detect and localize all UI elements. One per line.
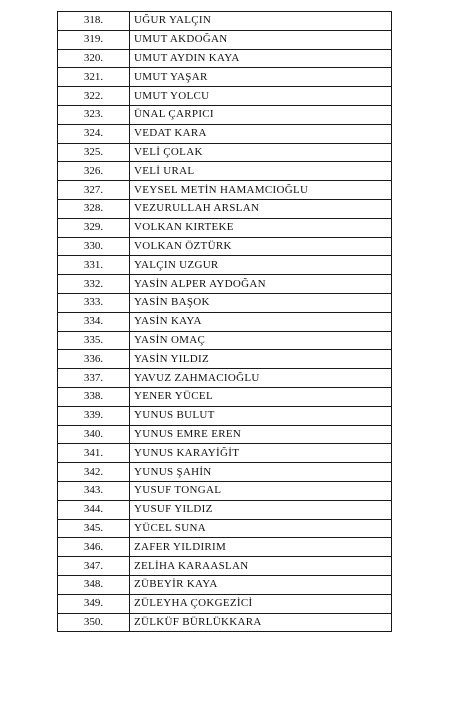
table-row [58,425,392,444]
row-number: 330. [58,237,130,256]
person-name: YUSUF TONGAL [130,481,392,500]
row-number: 349. [58,594,130,613]
person-name: ZÜBEYİR KAYA [130,575,392,594]
table-row [58,557,392,576]
row-number: 322. [58,87,130,106]
row-number: 350. [58,613,130,632]
row-number: 342. [58,463,130,482]
person-name: YUNUS BULUT [130,406,392,425]
row-number: 324. [58,124,130,143]
person-name: YALÇIN UZGUR [130,256,392,275]
person-name: ZÜLKÜF BÜRLÜKKARA [130,613,392,632]
row-number: 341. [58,444,130,463]
row-number: 345. [58,519,130,538]
table-row [58,369,392,388]
person-name: UMUT AYDIN KAYA [130,49,392,68]
person-name: YUSUF YILDIZ [130,500,392,519]
row-number: 323. [58,105,130,124]
row-number: 321. [58,68,130,87]
row-number: 347. [58,557,130,576]
row-number: 327. [58,181,130,200]
row-number: 339. [58,406,130,425]
table-row [58,312,392,331]
table-row [58,256,392,275]
table-row [58,538,392,557]
person-name: VOLKAN ÖZTÜRK [130,237,392,256]
name-list-body [58,12,392,632]
table-row [58,331,392,350]
person-name: VEZURULLAH ARSLAN [130,199,392,218]
person-name: ZAFER YILDIRIM [130,538,392,557]
person-name: ZÜLEYHA ÇOKGEZİCİ [130,594,392,613]
person-name: YASİN OMAÇ [130,331,392,350]
person-name: VELİ ÇOLAK [130,143,392,162]
table-row [58,105,392,124]
table-row [58,293,392,312]
table-row [58,350,392,369]
table-row [58,387,392,406]
table-row [58,237,392,256]
person-name: YASİN YILDIZ [130,350,392,369]
row-number: 318. [58,12,130,31]
table-row [58,68,392,87]
person-name: UMUT YOLCU [130,87,392,106]
row-number: 343. [58,481,130,500]
table-row [58,30,392,49]
row-number: 320. [58,49,130,68]
table-row [58,481,392,500]
row-number: 328. [58,199,130,218]
table-row [58,406,392,425]
table-row [58,275,392,294]
table-row [58,12,392,31]
row-number: 334. [58,312,130,331]
table-row [58,500,392,519]
person-name: YENER YÜCEL [130,387,392,406]
row-number: 335. [58,331,130,350]
row-number: 337. [58,369,130,388]
person-name: VEDAT KARA [130,124,392,143]
row-number: 332. [58,275,130,294]
row-number: 329. [58,218,130,237]
person-name: YUNUS ŞAHİN [130,463,392,482]
person-name: YÜCEL SUNA [130,519,392,538]
table-row [58,181,392,200]
row-number: 340. [58,425,130,444]
table-row [58,575,392,594]
person-name: YASİN BAŞOK [130,293,392,312]
table-row [58,613,392,632]
table-row [58,199,392,218]
table-row [58,143,392,162]
row-number: 331. [58,256,130,275]
table-row [58,444,392,463]
row-number: 326. [58,162,130,181]
person-name: ÜNAL ÇARPICI [130,105,392,124]
person-name: VOLKAN KIRTEKE [130,218,392,237]
row-number: 348. [58,575,130,594]
table-row [58,594,392,613]
person-name: UĞUR YALÇIN [130,12,392,31]
person-name: UMUT YAŞAR [130,68,392,87]
name-list-table [57,11,392,632]
table-row [58,49,392,68]
row-number: 325. [58,143,130,162]
person-name: ZELİHA KARAASLAN [130,557,392,576]
table-row [58,124,392,143]
row-number: 346. [58,538,130,557]
table-row [58,218,392,237]
table-row [58,162,392,181]
table-row [58,463,392,482]
person-name: UMUT AKDOĞAN [130,30,392,49]
table-row [58,519,392,538]
person-name: VEYSEL METİN HAMAMCIOĞLU [130,181,392,200]
row-number: 336. [58,350,130,369]
row-number: 344. [58,500,130,519]
row-number: 338. [58,387,130,406]
row-number: 333. [58,293,130,312]
person-name: YUNUS EMRE EREN [130,425,392,444]
row-number: 319. [58,30,130,49]
person-name: YAVUZ ZAHMACIOĞLU [130,369,392,388]
person-name: VELİ URAL [130,162,392,181]
table-row [58,87,392,106]
person-name: YASİN ALPER AYDOĞAN [130,275,392,294]
person-name: YUNUS KARAYİĞİT [130,444,392,463]
person-name: YASİN KAYA [130,312,392,331]
